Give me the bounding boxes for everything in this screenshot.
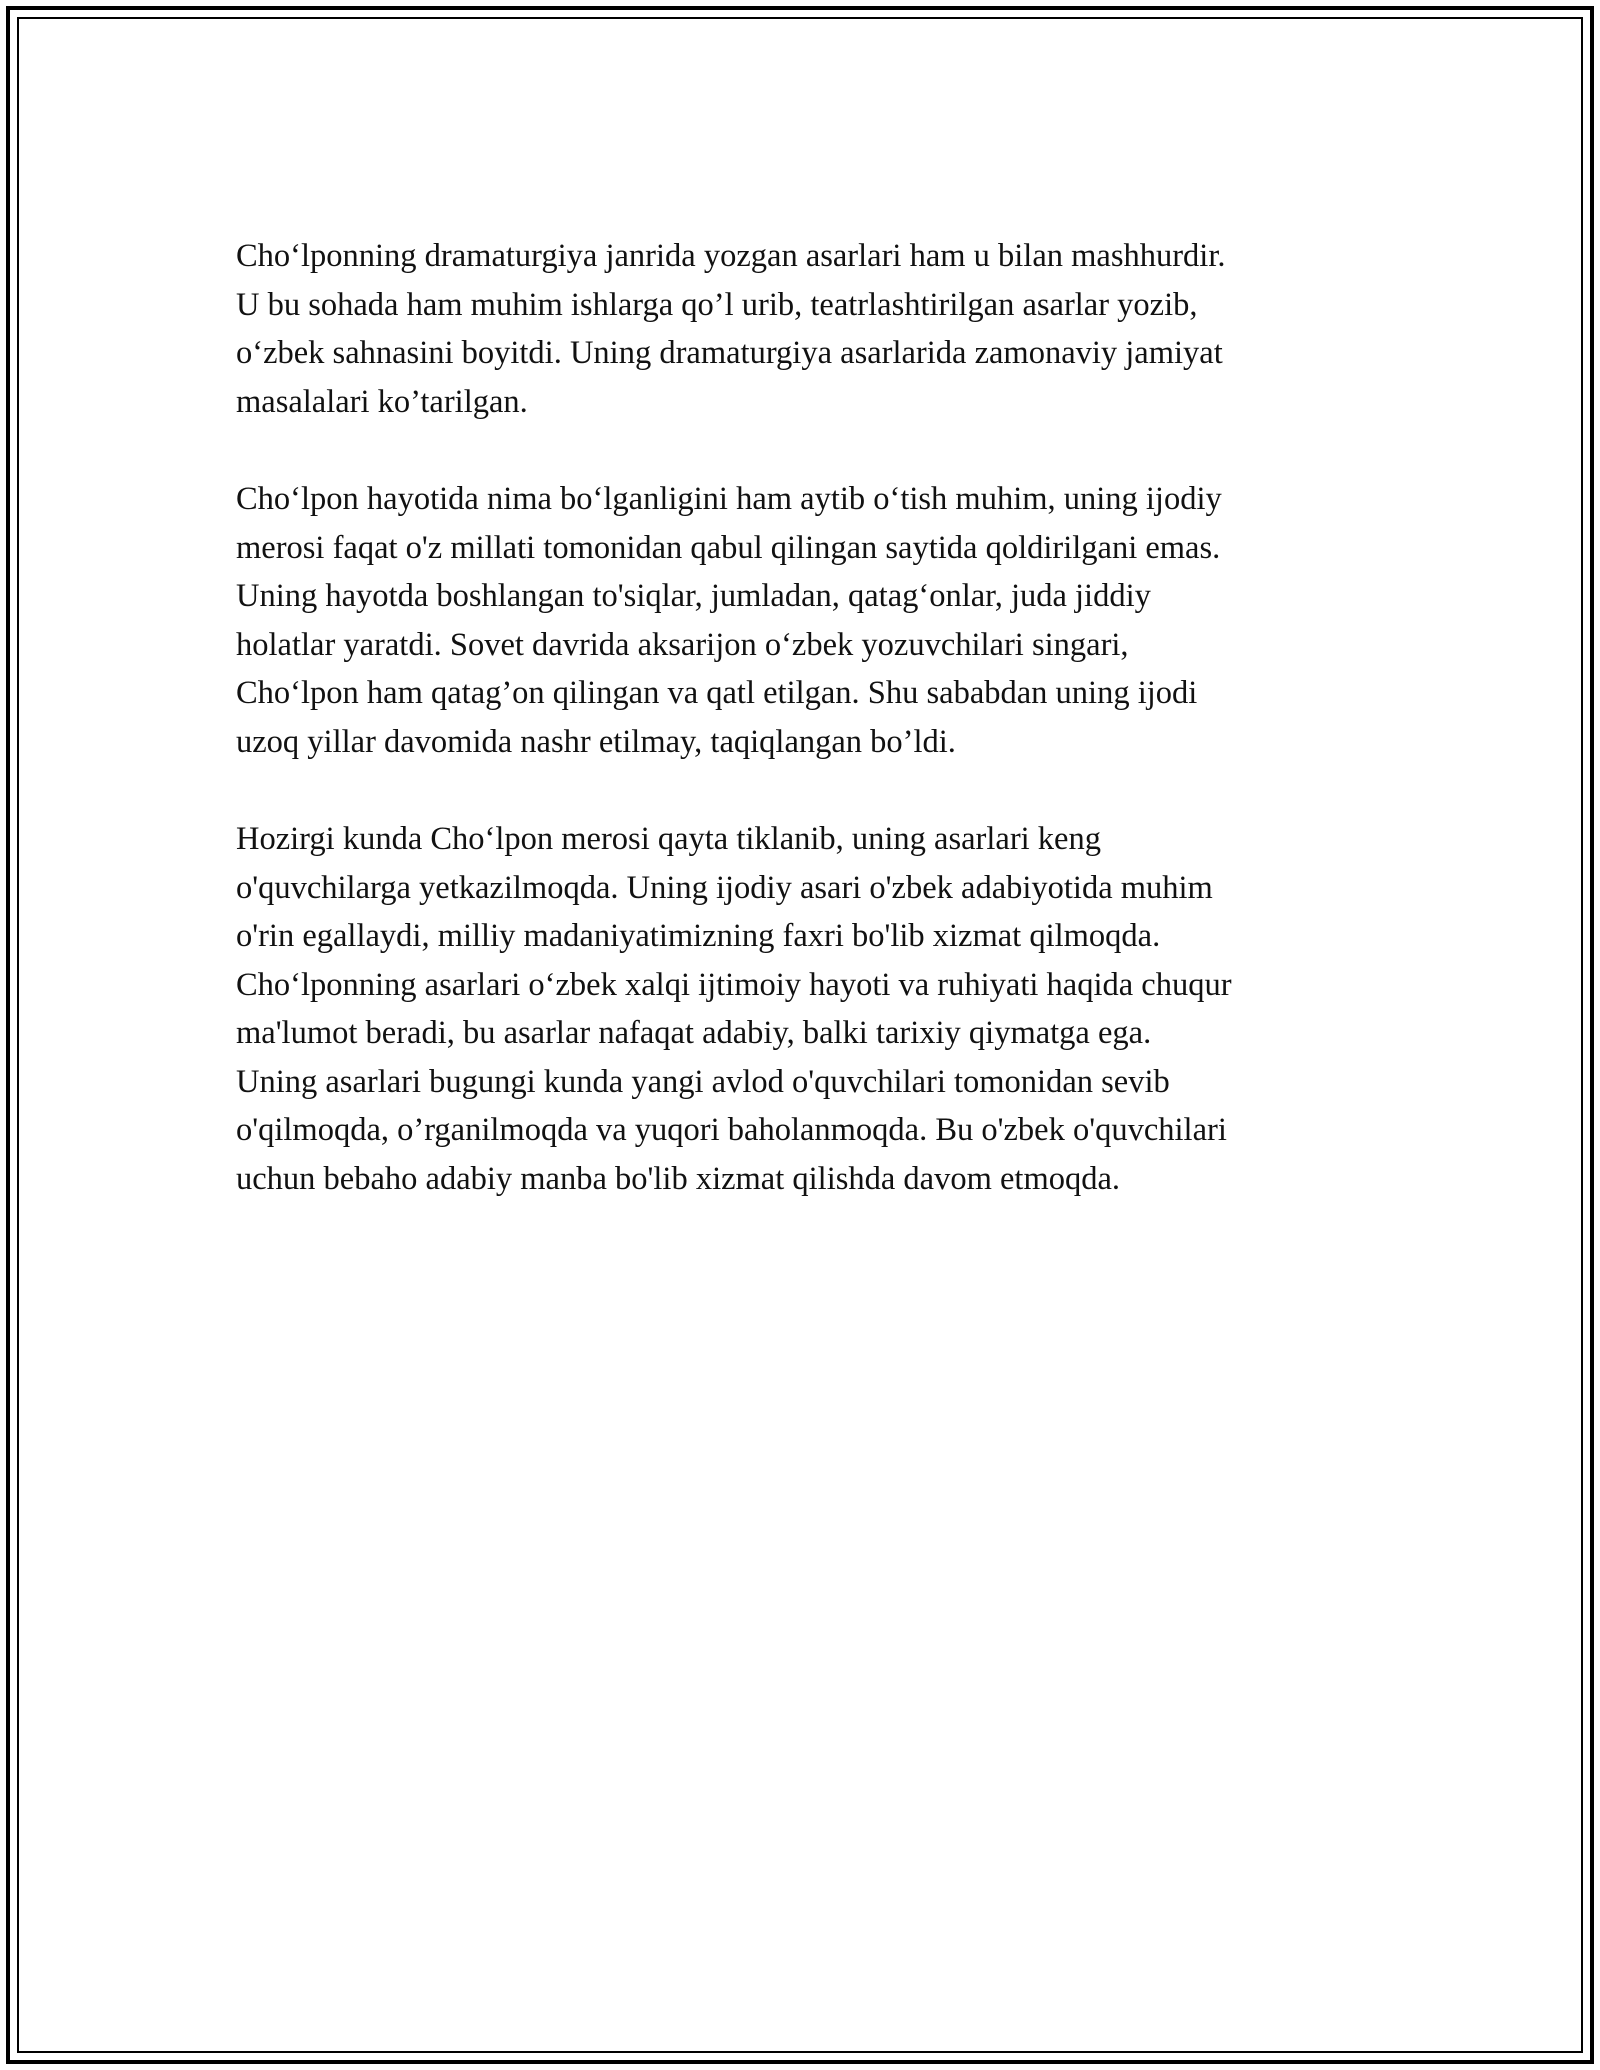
document-body xyxy=(236,232,1376,1252)
paragraph-dramaturgy: Cho‘lponning dramaturgiya janrida yozgan asarlari ham u bilan mashhurdir. U bu sohada ham muhim ishlarga qo’l urib, teatrlashtirilgan asarlar yozib, o‘zbek sahnasini boyitdi. Uning dramaturgiya asarlarida zamonaviy jamiyat masalalari ko’tarilgan. xyxy=(236,238,1226,420)
paragraph-repression: Cho‘lpon hayotida nima bo‘lganligini ham aytib o‘tish muhim, uning ijodiy merosi faqat o'z millati tomonidan qabul qilingan saytida qoldirilgani emas. Uning hayotda boshlangan to'siqlar, jumladan, qatag‘onlar, juda jiddiy holatlar yaratdi. Sovet davrida aksarijon o‘zbek yozuvchilari singari, Cho‘lpon ham qatag’on qilingan va qatl etilgan. Shu sababdan uning ijodi uzoq yillar davomida nashr etilmay, taqiqlangan bo’ldi. xyxy=(236,481,1222,760)
paragraph-legacy: Hozirgi kunda Cho‘lpon merosi qayta tiklanib, uning asarlari keng o'quvchilarga yetkazilmoqda. Uning ijodiy asari o'zbek adabiyotida muhim o'rin egallaydi, milliy madaniyatimizning faxri bo'lib xizmat qilmoqda. Cho‘lponning asarlari o‘zbek xalqi ijtimoiy hayoti va ruhiyati haqida chuqur ma'lumot beradi, bu asarlar nafaqat adabiy, balki tarixiy qiymatga ega. Uning asarlari bugungi kunda yangi avlod o'quvchilari tomonidan sevib o'qilmoqda, o’rganilmoqda va yuqori baholanmoqda. Bu o'zbek o'quvchilari uchun bebaho adabiy manba bo'lib xizmat qilishda davom etmoqda. xyxy=(236,821,1232,1197)
